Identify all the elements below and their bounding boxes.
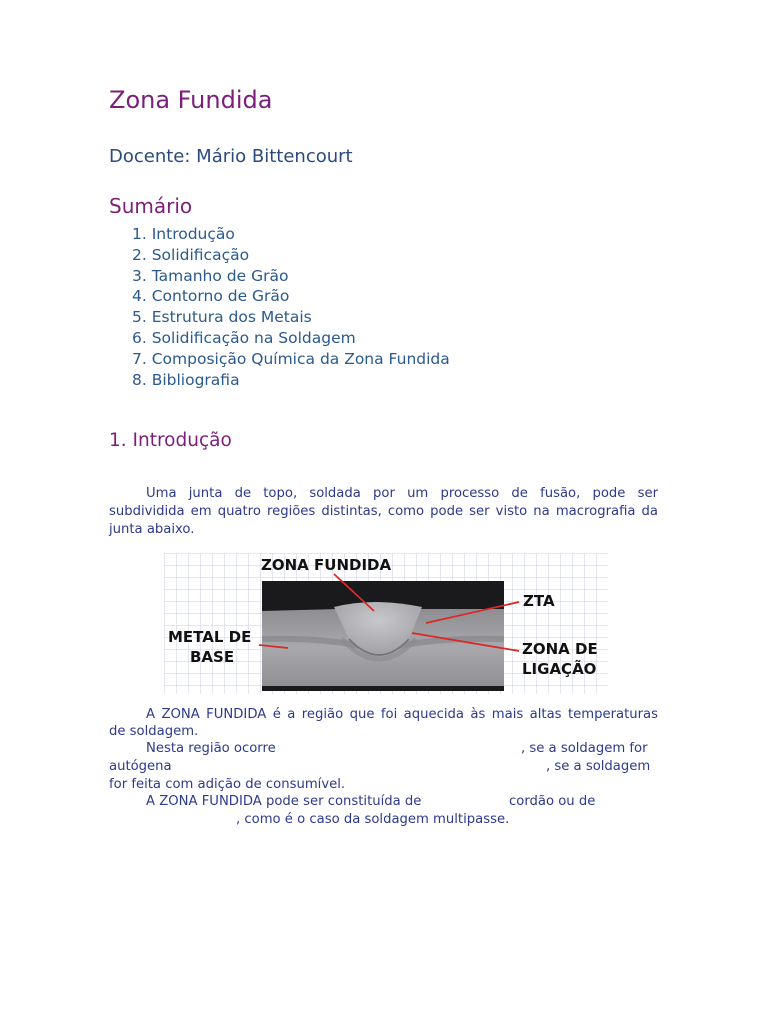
label-zona-fundida: ZONA FUNDIDA [261, 556, 392, 574]
summary-heading: Sumário [109, 194, 193, 218]
intro-para-line2: subdividida em quatro regiões distintas, como pode ser visto na macrografia da [109, 504, 658, 519]
table-of-contents [132, 224, 450, 390]
p2-line2: de soldagem. [109, 724, 199, 739]
label-zona-de-ligacao-2: LIGAÇÃO [522, 660, 597, 678]
p3-part-a: Nesta região ocorre [146, 741, 276, 756]
toc-item[interactable]: 7. Composição Química da Zona Fundida [132, 349, 450, 368]
intro-para-line3: junta abaixo. [109, 522, 195, 537]
toc-item[interactable]: 5. Estrutura dos Metais [132, 308, 312, 327]
label-zta: ZTA [523, 592, 555, 610]
label-metal-de-base-1: METAL DE [168, 628, 252, 646]
p4-part-b: cordão ou de [509, 794, 596, 809]
p3-part-d: , se a soldagem [546, 759, 651, 774]
weld-macrograph-figure [164, 553, 608, 694]
section-heading-introducao: 1. Introdução [109, 430, 232, 451]
page-title: Zona Fundida [109, 86, 273, 114]
p3-part-e: for feita com adição de consumível. [109, 777, 346, 792]
toc-item[interactable]: 1. Introdução [132, 225, 235, 243]
p3-part-c: autógena [109, 759, 172, 774]
p2-line1: A ZONA FUNDIDA é a região que foi aquecida às mais altas temperaturas [146, 707, 658, 722]
label-metal-de-base-2: BASE [190, 648, 235, 666]
toc-item[interactable]: 2. Solidificação [132, 245, 250, 264]
toc-item[interactable]: 6. Solidificação na Soldagem [132, 328, 356, 347]
toc-item[interactable]: 4. Contorno de Grão [132, 287, 290, 306]
toc-item[interactable]: 3. Tamanho de Grão [132, 266, 289, 285]
p3-part-b: , se a soldagem for [521, 741, 648, 756]
label-zona-de-ligacao-1: ZONA DE [522, 640, 598, 658]
docente-line: Docente: Mário Bittencourt [109, 146, 353, 167]
p4-part-c: , como é o caso da soldagem multipasse. [236, 812, 510, 827]
p4-part-a: A ZONA FUNDIDA pode ser constituída de [146, 794, 422, 809]
toc-item[interactable]: 8. Bibliografia [132, 370, 240, 389]
intro-para-line1: Uma junta de topo, soldada por um processo de fusão, pode ser [146, 486, 658, 501]
